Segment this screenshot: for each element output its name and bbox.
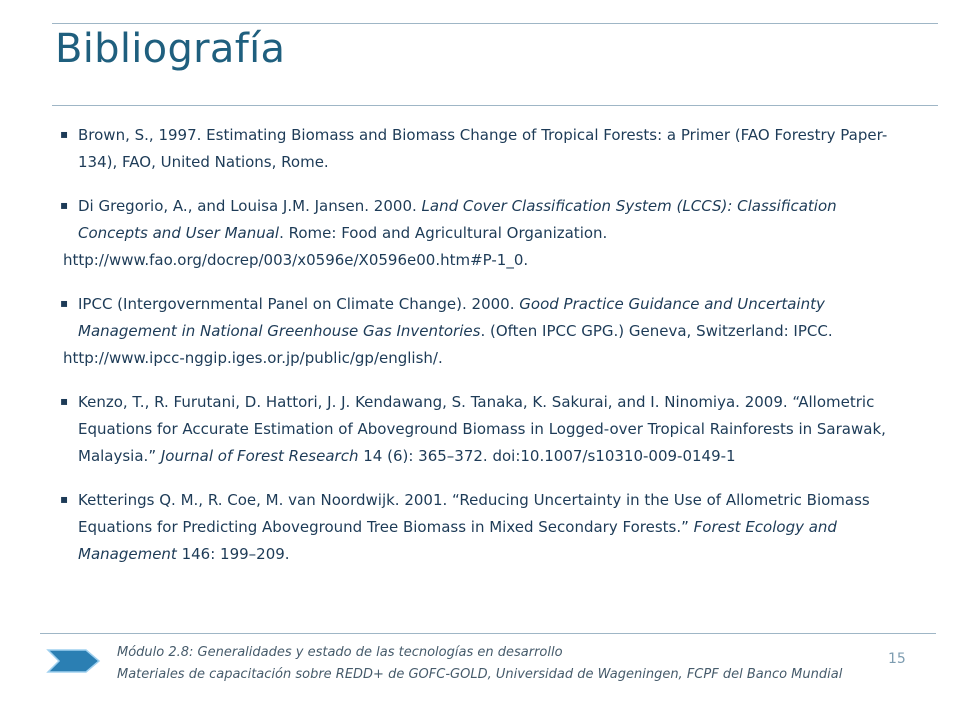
page-number: 15 <box>888 651 906 667</box>
footer-divider <box>40 633 936 634</box>
reference-text <box>78 487 910 568</box>
reference-text <box>78 122 910 176</box>
reference-segment: Brown, S., 1997. Estimating Biomass and Biomass Change of Tropical Forests: a Primer (FAO Forestry Paper-134), FAO, United Nations, Rome. <box>78 126 888 171</box>
reference-text <box>78 389 910 470</box>
reference-item <box>60 122 910 176</box>
reference-italic-title: Forest Ecology and Management <box>78 518 837 563</box>
reference-segment: Ketterings Q. M., R. Coe, M. van Noordwijk. 2001. “Reducing Uncertainty in the Use of Allometric Biomass Equations for Predicting Aboveground Tree Biomass in Mixed Secondary Forests.” <box>78 491 870 536</box>
square-bullet-icon: ▪ <box>60 394 69 408</box>
footer-credits-line: Materiales de capacitación sobre REDD+ de GOFC-GOLD, Universidad de Wageningen, FCPF del Banco Mundial <box>117 667 843 682</box>
footer-module-line: Módulo 2.8: Generalidades y estado de las tecnologías en desarrollo <box>117 645 563 660</box>
page-title: Bibliografía <box>55 26 286 72</box>
reference-list <box>60 122 910 585</box>
reference-text <box>78 291 910 345</box>
reference-italic-title: Journal of Forest Research <box>160 447 359 465</box>
reference-segment: 14 (6): 365–372. doi:10.1007/s10310-009-0149-1 <box>358 447 736 465</box>
square-bullet-icon: ▪ <box>60 127 69 141</box>
reference-item <box>60 487 910 568</box>
reference-url-link[interactable]: http://www.fao.org/docrep/003/x0596e/X0596e00.htm#P-1_0. <box>63 251 529 269</box>
reference-segment: Kenzo, T., R. Furutani, D. Hattori, J. J. Kendawang, S. Tanaka, K. Sakurai, and I. Ninomiya. 2009. “Allometric Equations for Accurate Estimation of Aboveground Biomass in Logged-over Tropical Rainforests in Sarawak, Malaysia.” <box>78 393 886 465</box>
reference-segment: 146: 199–209. <box>176 545 290 563</box>
top-divider <box>52 23 938 24</box>
square-bullet-icon: ▪ <box>60 198 69 212</box>
reference-item <box>60 389 910 470</box>
reference-segment: Di Gregorio, A., and Louisa J.M. Jansen. 2000. <box>78 197 422 215</box>
reference-italic-title: Land Cover Classification System (LCCS): Classification Concepts and User Manual <box>78 197 837 242</box>
reference-url-link[interactable]: http://www.ipcc-nggip.iges.or.jp/public/gp/english/. <box>63 349 443 367</box>
chevron-arrow-icon <box>46 648 102 678</box>
reference-segment: IPCC (Intergovernmental Panel on Climate Change). 2000. <box>78 295 520 313</box>
title-divider <box>52 105 938 106</box>
reference-item <box>60 291 910 372</box>
square-bullet-icon: ▪ <box>60 492 69 506</box>
reference-segment: . (Often IPCC GPG.) Geneva, Switzerland: IPCC. <box>480 322 833 340</box>
reference-text <box>78 193 910 247</box>
reference-item <box>60 193 910 274</box>
reference-italic-title: Good Practice Guidance and Uncertainty Management in National Greenhouse Gas Inventories <box>78 295 825 340</box>
square-bullet-icon: ▪ <box>60 296 69 310</box>
reference-segment: . Rome: Food and Agricultural Organization. <box>279 224 608 242</box>
